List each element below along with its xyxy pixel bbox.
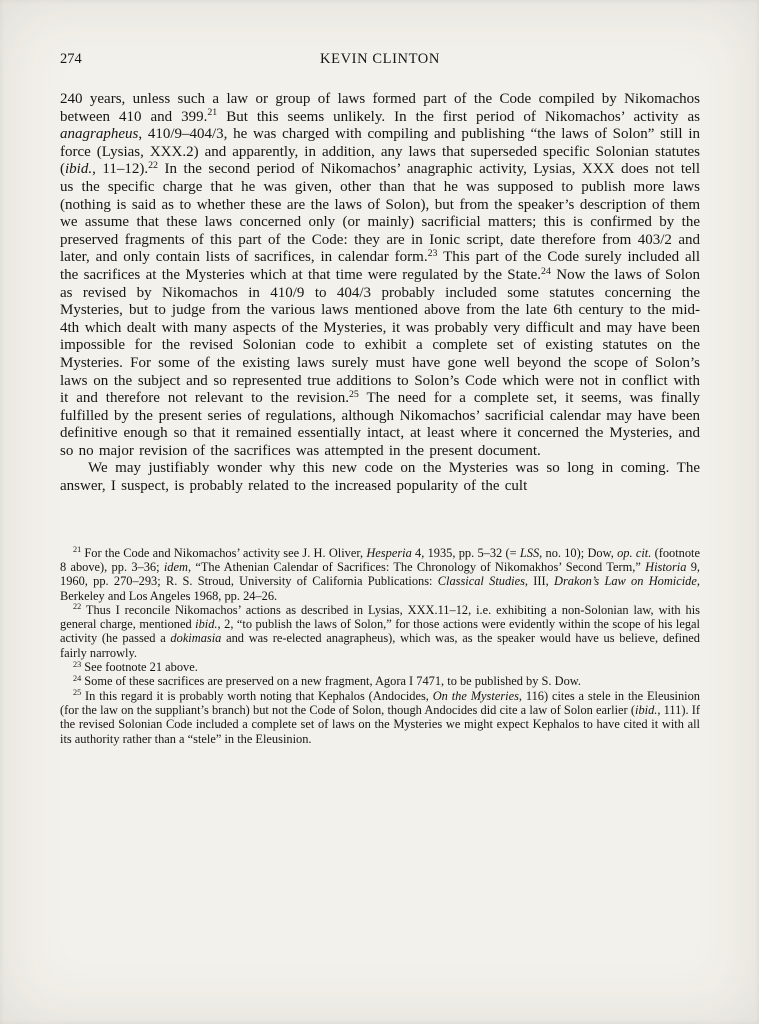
- text-run: anagrapheus: [60, 126, 139, 143]
- text-run: and was re-elected anagrapheus), which was, as the speaker would have us believe, defined fairly narrowly.: [60, 631, 701, 660]
- text-run: , Berkeley and Los Angeles 1968, pp. 24–26.: [60, 574, 700, 603]
- footnote-ref: 24: [541, 265, 551, 277]
- text-run: LSS: [519, 545, 540, 560]
- text-run: We may justifiably wonder why this new code on the Mysteries was so long in coming. The answer, I suspect, is probably related to the increased popularity of the cult: [60, 460, 700, 495]
- text-run: 9, 1960, pp. 270–293; R. S. Stroud, University of California Publications:: [60, 559, 701, 589]
- running-head: KEVIN CLINTON: [320, 51, 440, 67]
- text-run: ibid.: [195, 617, 218, 632]
- footnote: [60, 603, 700, 660]
- footnote-ref: 21: [207, 107, 218, 119]
- text-run: Historia: [645, 559, 687, 574]
- footnote-ref: 23: [427, 247, 438, 259]
- text-run: idem: [163, 559, 188, 574]
- footnote-ref: 21: [73, 545, 82, 555]
- footnote-ref: 24: [73, 673, 82, 683]
- text-run: The need for a complete set, it seems, was finally fulfilled by the present series of regulations, although Nikomachos’ sacrificial calendar may have been definitive enough so that it remained essentially intact, at least where it concerned the Mysteries, and so no major revision of the sacrifices was attempted in the present document.: [60, 390, 700, 459]
- text-run: Some of these sacrifices are preserved on a new fragment, Agora I 7471, to be published by S. Dow.: [81, 674, 582, 689]
- text-run: In this regard it is probably worth noting that Kephalos (Andocides,: [81, 688, 433, 703]
- footnote-ref: 22: [73, 602, 82, 612]
- text-run: , no. 10); Dow,: [539, 545, 618, 560]
- page-number: 274: [60, 51, 82, 67]
- footnote-ref: 25: [73, 688, 82, 698]
- text-run: (footnote 8 above), pp. 3–36;: [60, 545, 700, 574]
- text-run: dokimasia: [170, 631, 222, 646]
- text-run: But this seems unlikely. In the first period of Nikomachos’ activity as: [217, 108, 700, 125]
- text-run: , 11–12).: [92, 161, 149, 178]
- text-run: This part of the Code surely included all the sacrifices at the Mysteries which at that time were regulated by the State.: [60, 249, 700, 283]
- footnote: [60, 674, 700, 688]
- text-run: , 116) cites a stele in the Eleusinion (for the law on the suppliant’s branch) but not the Code of Solon, though Andocides did cite a law of Solon earlier (: [60, 688, 700, 717]
- text-run: Thus I reconcile Nikomachos’ actions as described in Lysias, XXX.11–12, i.e. exhibiting a non-Solonian law, with his general charge, mentioned: [60, 602, 700, 632]
- text-run: 4, 1935, pp. 5–32 (=: [411, 545, 520, 560]
- footnote-ref: 25: [348, 388, 359, 400]
- text-run: , “The Athenian Calendar of Sacrifices: The Chronology of Nikomakhos’ Second Term,”: [187, 559, 646, 574]
- text-run: For the Code and Nikomachos’ activity see J. H. Oliver,: [81, 545, 367, 560]
- body-text: [60, 91, 700, 496]
- text-run: ibid.: [65, 161, 93, 178]
- text-run: , 111). If the revised Solonian Code included a complete set of laws on the Mysteries we might expect Kephalos to have cited it with all its authority rather than a “stele” in the Eleusinion.: [60, 702, 700, 746]
- text-run: Hesperia: [366, 545, 412, 560]
- text-run: , III,: [524, 574, 554, 589]
- body-paragraph: [60, 460, 700, 495]
- footnote-ref: 22: [148, 159, 158, 171]
- text-run: On the Mysteries: [432, 688, 519, 703]
- footnote: [60, 689, 700, 746]
- text-run: Drakon’s Law on Homicide: [554, 574, 697, 589]
- footnote-ref: 23: [73, 659, 82, 669]
- text-run: ibid.: [635, 702, 658, 717]
- text-run: See footnote 21 above.: [81, 660, 198, 675]
- text-run: , 2, “to publish the laws of Solon,” for those actions were evidently within the scope of his legal activity (he passed a: [60, 617, 700, 646]
- footnotes: [60, 546, 700, 746]
- text-run: Classical Studies: [437, 574, 525, 589]
- text-run: In the second period of Nikomachos’ anagraphic activity, Lysias, XXX does not tell us the specific charge that he was given, other than that he was supposed to publish more laws (nothing is said as to whether these are the laws of Solon), but from the speaker’s description of them we assume that these laws concerned only (or mainly) sacrificial matters; this is confirmed by the preserved fragments of this part of the Code: they are in Ionic script, date therefore from 403/2 and later, and only contain lists of sacrifices, in calendar form.: [60, 161, 700, 266]
- page-header: [60, 50, 700, 68]
- text-run: 240 years, unless such a law or group of laws formed part of the Code compiled by Nikomachos between 410 and 399.: [60, 91, 700, 125]
- footnote: [60, 546, 700, 603]
- text-run: Now the laws of Solon as revised by Nikomachos in 410/9 to 404/3 probably included some statutes concerning the Mysteries, but to judge from the various laws mentioned above from the late 6th century to the mid-4th which dealt with many aspects of the Mysteries, it was probably very difficult and may have been impossible for the revised Solonian code to exhibit a complete set of existing statutes on the Mysteries. For some of the existing laws surely must have gone well beyond the scope of Solon’s laws on the subject and so represented true additions to Solon’s Code which were not in conflict with it and therefore not relevant to the revision.: [60, 266, 700, 407]
- text-run: op. cit.: [617, 545, 652, 560]
- text-run: , 410/9–404/3, he was charged with compiling and publishing “the laws of Solon” still in force (Lysias, XXX.2) and apparently, in addition, any laws that superseded specific Solonian statutes (: [60, 126, 700, 178]
- body-paragraph: [60, 91, 700, 460]
- footnote: [60, 660, 700, 674]
